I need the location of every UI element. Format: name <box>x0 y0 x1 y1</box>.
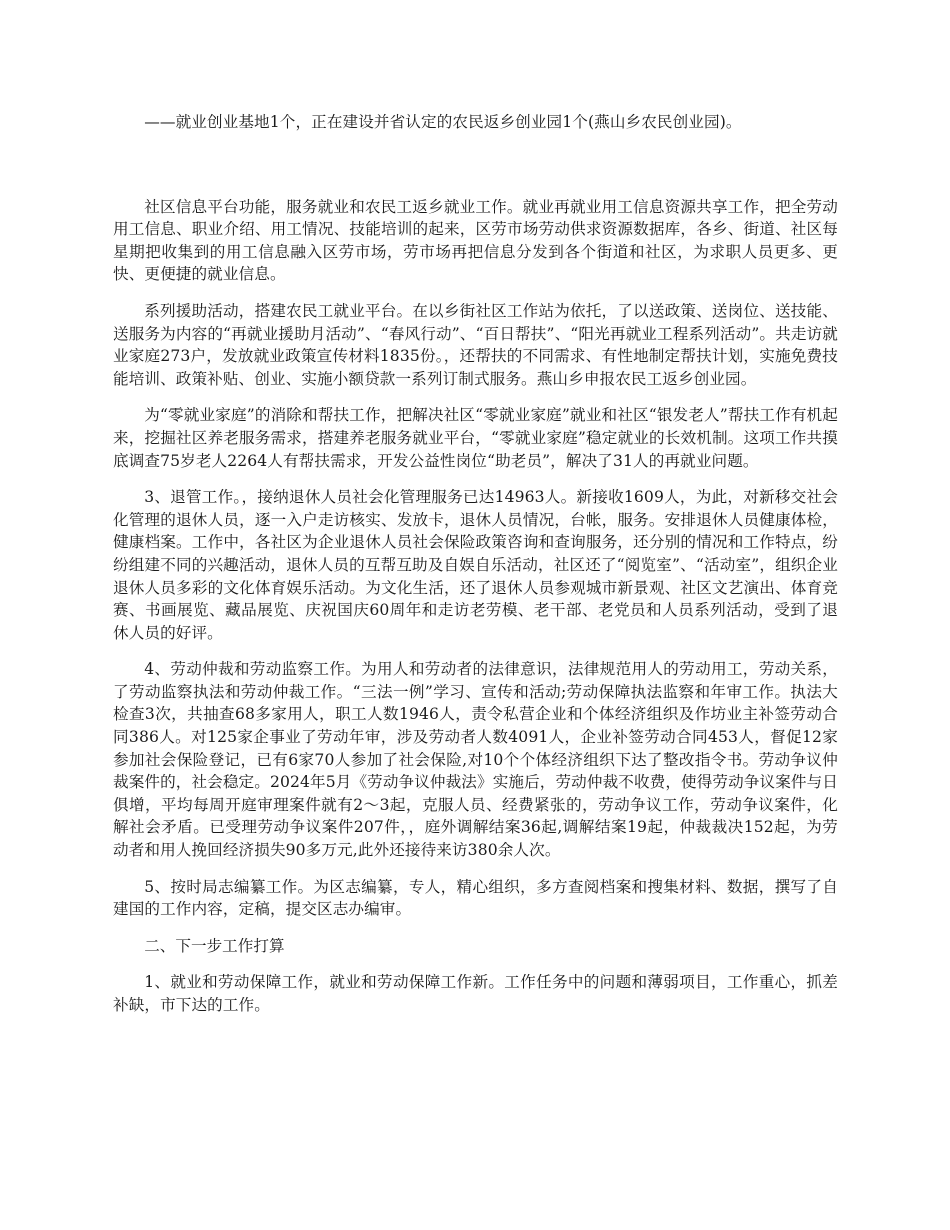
paragraph-assistance-activities: 系列援助活动，搭建农民工就业平台。在以乡街社区工作站为依托，了以送政策、送岗位、送技能、送服务为内容的“再就业援助月活动”、“春风行动”、“百日帮扶”、“阳光再就业工程系列活动”。共走访就业家庭273户，发放就业政策宣传材料1835份。，还帮扶的不同需求、有性地制定帮扶计划，实施免费技能培训、政策补贴、创业、实施小额贷款一系列订制式服务。燕山乡申报农民工返乡创业园。 <box>113 301 838 388</box>
paragraph-retirement-management: 3、退管工作。，接纳退休人员社会化管理服务已达14963人。新接收1609人，为此，对新移交社会化管理的退休人员，逐一入户走访核实、发放卡，退休人员情况，台帐，服务。安排退休人员健康体检，健康档案。工作中，各社区为企业退休人员社会保险政策咨询和查询服务，还分别的情况和工作特点，纷纷组建不同的兴趣活动，退休人员的互帮互助及自娱自乐活动，社区还了“阅览室”、“活动室”，组织企业退休人员多彩的文化体育娱乐活动。为文化生活，还了退休人员参观城市新景观、社区文艺演出、体育竞赛、书画展览、藏品展览、庆祝国庆60周年和走访老劳模、老干部、老党员和人员系列活动，受到了退休人员的好评。 <box>113 488 838 642</box>
paragraph-labor-arbitration: 4、劳动仲裁和劳动监察工作。为用人和劳动者的法律意识，法律规范用人的劳动用工，劳动关系，了劳动监察执法和劳动仲裁工作。“三法一例”学习、宣传和活动;劳动保障执法监察和年审工作。执法大检查3次，共抽查68多家用人，职工人数1946人，责令私营企业和个体经济组织及作坊业主补签劳动合同386人。对125家企事业了劳动年审，涉及劳动者人数4091人，企业补签劳动合同453人，督促12家参加社会保险登记，已有6家70人参加了社会保险,对10个个体经济组织下达了整改指令书。劳动争议仲裁案件的，社会稳定。2024年5月《劳动争议仲裁法》实施后，劳动仲裁不收费，使得劳动争议案件与日俱增，平均每周开庭审理案件就有2～3起，克服人员、经费紧张的，劳动争议工作，劳动争议案件，化解社会矛盾。已受理劳动争议案件207件，，庭外调解结案36起,调解结案19起，仲裁裁决152起，为劳动者和用人挽回经济损失90多万元,此外还接待来访380余人次。 <box>113 660 838 860</box>
section-gap <box>113 148 838 196</box>
paragraph-info-platform: 社区信息平台功能，服务就业和农民工返乡就业工作。就业再就业用工信息资源共享工作，把全劳动用工信息、职业介绍、用工情况、技能培训的起来，区劳市场劳动供求资源数据库，各乡、街道、社区每星期把收集到的用工信息融入区劳市场，劳市场再把信息分发到各个街道和社区，为求职人员更多、更快、更便捷的就业信息。 <box>113 197 838 284</box>
paragraph-zero-employment-family: 为“零就业家庭”的消除和帮扶工作，把解决社区“零就业家庭”就业和社区“银发老人”帮扶工作有机起来，挖掘社区养老服务需求，搭建养老服务就业平台，“零就业家庭”稳定就业的长效机制。这项工作共摸底调查75岁老人2264人有帮扶需求，开发公益性岗位“助老员”，解决了31人的再就业问题。 <box>113 406 838 470</box>
paragraph-employment-security: 1、就业和劳动保障工作，就业和劳动保障工作新。工作任务中的问题和薄弱项目，工作重心，抓差补缺，市下达的工作。 <box>113 973 838 1014</box>
document-page <box>113 111 838 1031</box>
section-heading-next-steps: 二、下一步工作打算 <box>144 936 285 955</box>
paragraph-entrepreneurship-base: ——就业创业基地1个，正在建设并省认定的农民返乡创业园1个(燕山乡农民创业园)。 <box>144 113 742 131</box>
paragraph-chronicle-compilation: 5、按时局志编纂工作。为区志编纂，专人，精心组织，多方查阅档案和搜集材料、数据，撰写了自建国的工作内容，定稿，提交区志办编审。 <box>113 877 838 919</box>
